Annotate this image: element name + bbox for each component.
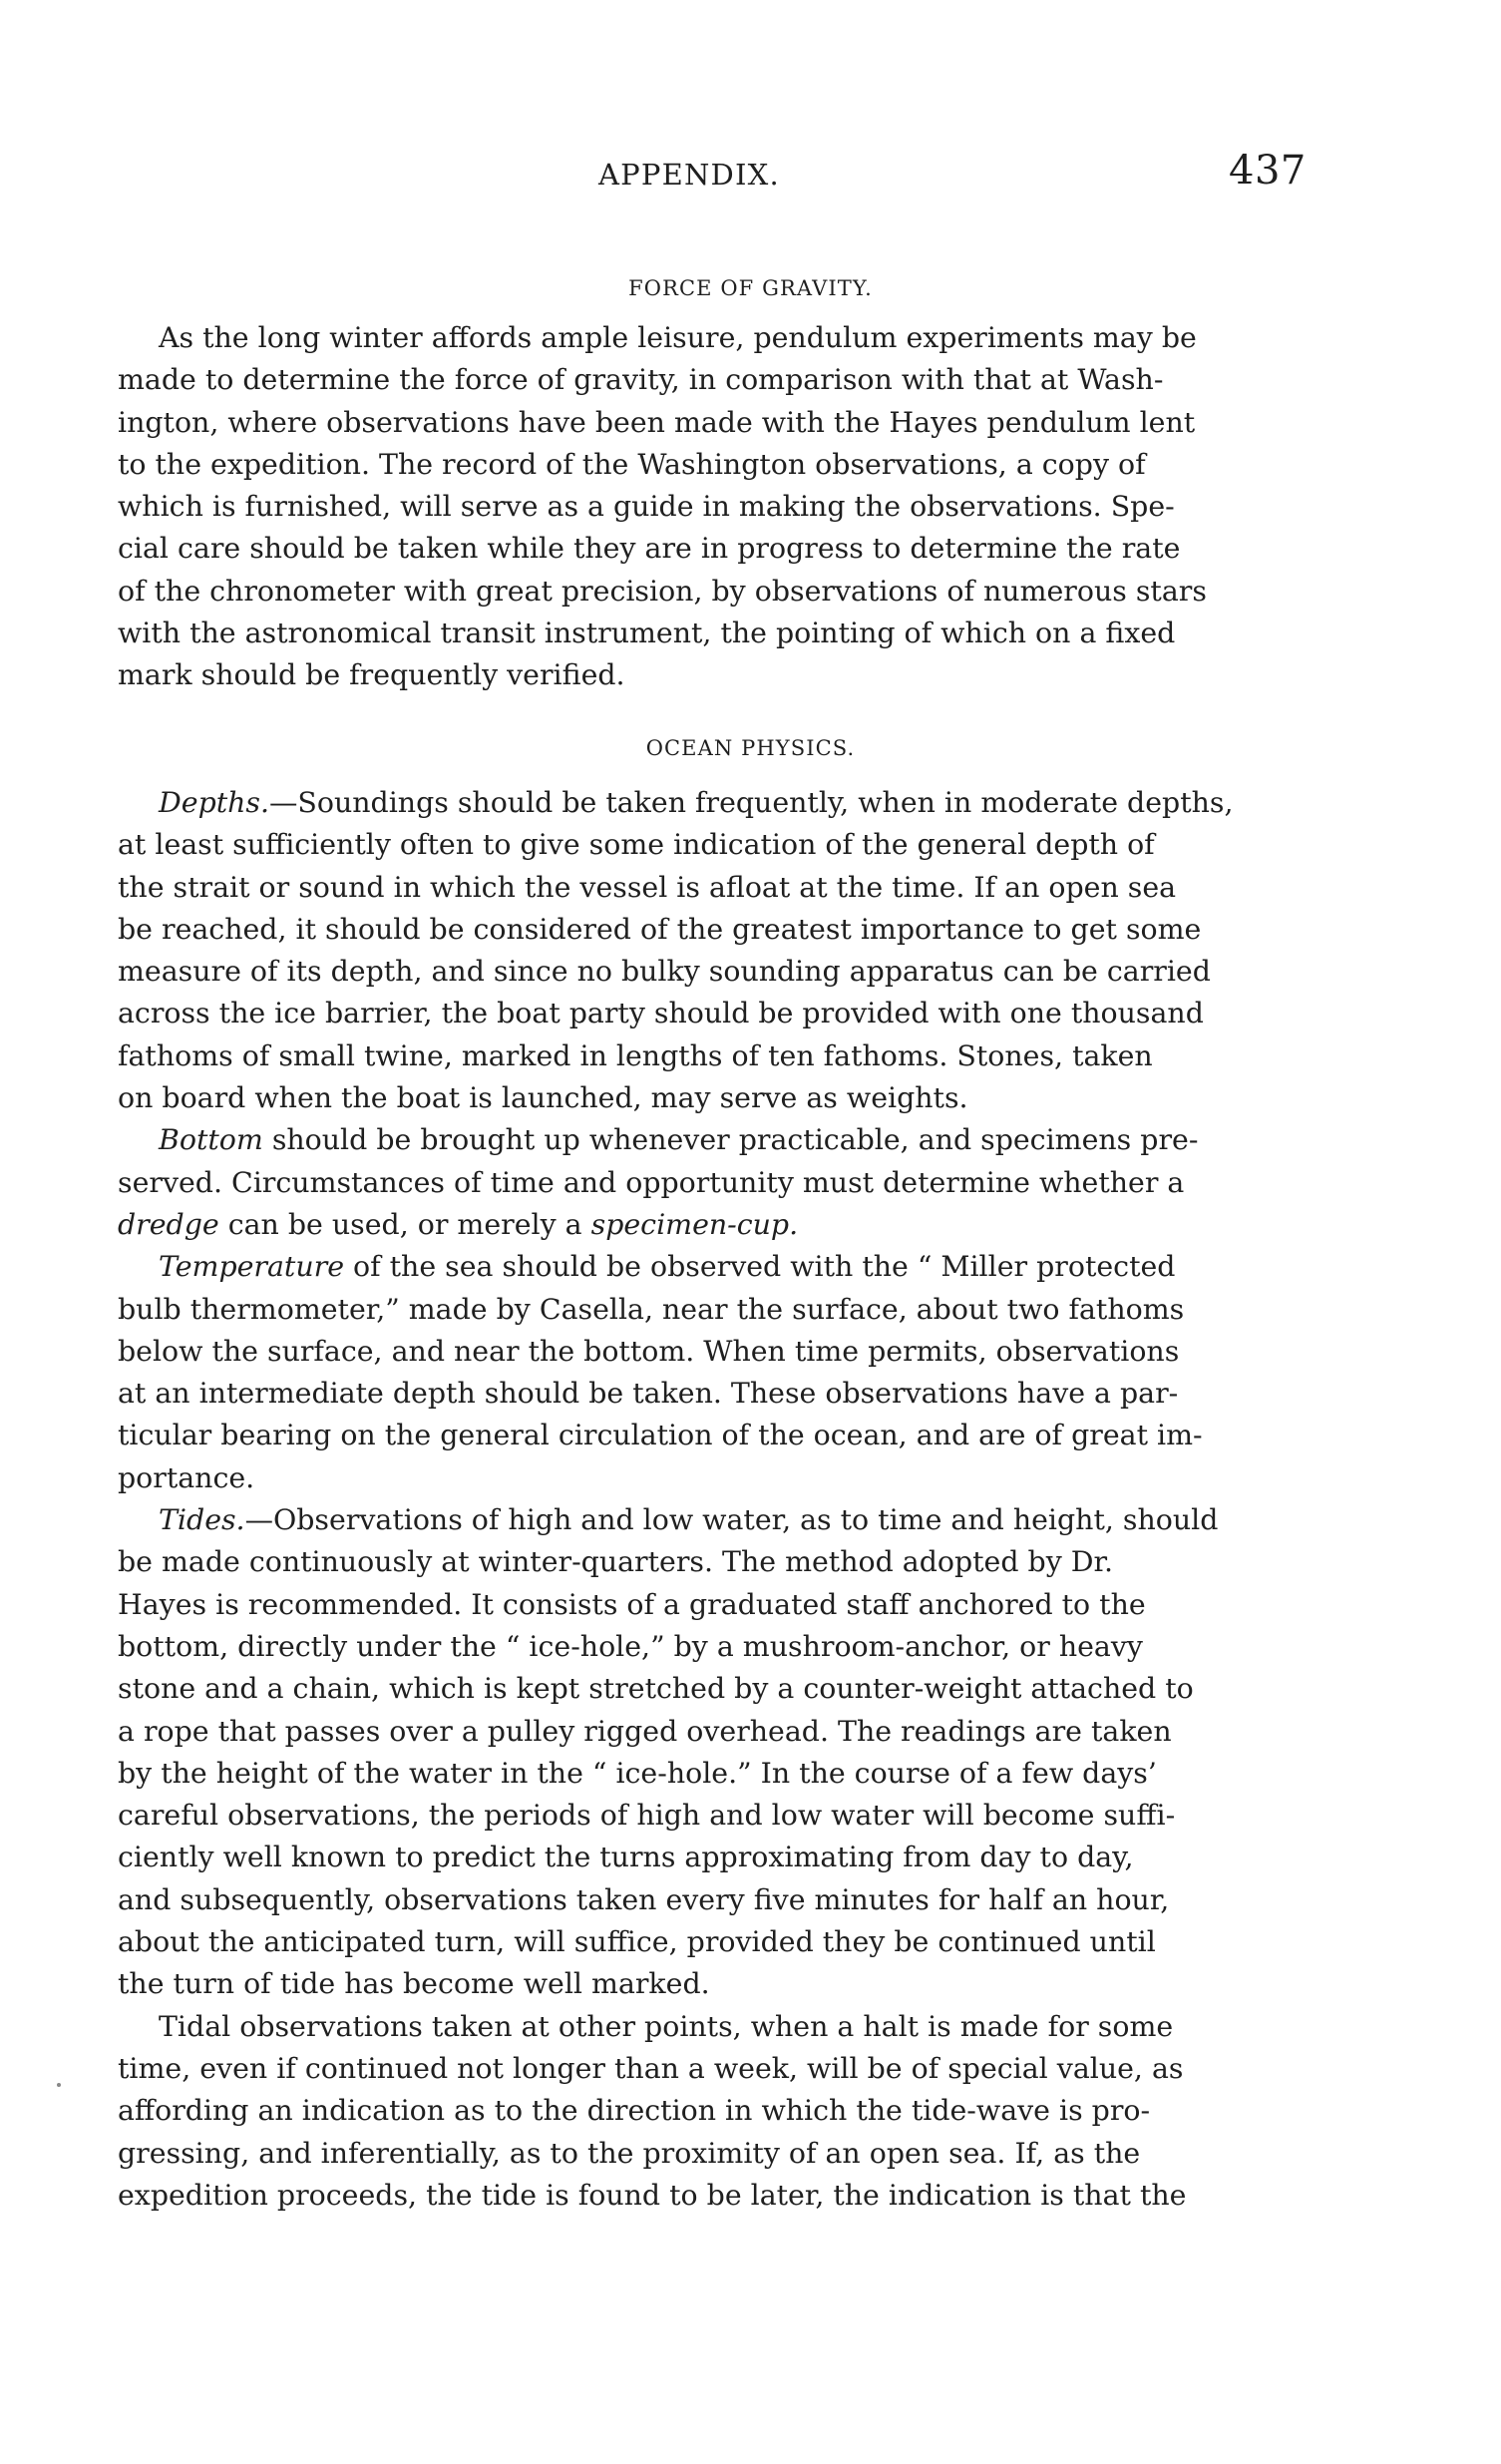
text-line: time, even if continued not longer than a week, will be of special value, as [118,2051,1184,2085]
specimen-cup-term: specimen-cup. [590,1207,799,1241]
text-line: bulb thermometer,” made by Casella, near the surface, about two fathoms [118,1292,1185,1326]
text-line: of the chronometer with great precision, by observations of numerous stars [118,574,1207,608]
text-line: stone and a chain, which is kept stretched by a counter-weight attached to [118,1672,1194,1706]
text-line: gressing, and inferentially, as to the proximity of an open sea. If, as the [118,2136,1141,2170]
text-line: bottom, directly under the “ ice-hole,” by a mushroom-anchor, or heavy [118,1629,1143,1663]
dredge-term: dredge [118,1207,219,1241]
text-line: Hayes is recommended. It consists of a graduated staff anchored to the [118,1587,1146,1621]
bottom-middle-text: can be used, or merely a [218,1207,591,1241]
text-line: measure of its depth, and since no bulky sounding apparatus can be carried [118,955,1211,989]
text-line: about the anticipated turn, will suffice, provided they be continued until [118,1925,1156,1959]
bottom-line [118,1119,1290,1161]
tides-term: Tides. [159,1503,245,1537]
text-line: which is furnished, will serve as a guide in making the observations. Spe- [118,490,1175,524]
depths-text: —Soundings should be taken frequently, when in moderate depths, [269,786,1234,819]
text-line: be reached, it should be considered of the greatest importance to get some [118,912,1202,946]
text-line: cial care should be taken while they are in progress to determine the rate [118,532,1181,566]
tides-line [118,1499,1290,1541]
text-line: on board when the boat is launched, may serve as weights. [118,1081,968,1115]
text-line: and subsequently, observations taken every five minutes for half an hour, [118,1882,1170,1916]
depths-term: Depths. [159,786,270,819]
ocean-physics-text [118,782,1290,2217]
text-line: the strait or sound in which the vessel is afloat at the time. If an open sea [118,870,1177,904]
text-line: ciently well known to predict the turns approximating from day to day, [118,1841,1134,1874]
text-line: to the expedition. The record of the Washington observations, a copy of [118,447,1146,481]
ocean-physics-heading: OCEAN PHYSICS. [645,736,856,760]
text-line: Tidal observations taken at other points, when a halt is made for some [159,2009,1174,2043]
bottom-text: should be brought up whenever practicable, and specimens pre- [262,1123,1199,1157]
text-line: below the surface, and near the bottom. When time permits, observations [118,1334,1180,1368]
depths-line [118,782,1290,824]
margin-mark [57,2083,61,2087]
text-line: fathoms of small twine, marked in lengths of ten fathoms. Stones, taken [118,1038,1153,1072]
text-line: at least sufficiently often to give some indication of the general depth of [118,828,1155,862]
text-line: at an intermediate depth should be taken. These observations have a par- [118,1377,1179,1411]
text-line: made to determine the force of gravity, in comparison with that at Wash- [118,363,1164,397]
text-line: expedition proceeds, the tide is found to be later, the indication is that the [118,2178,1187,2212]
text-line: with the astronomical transit instrument, the pointing of which on a fixed [118,616,1176,650]
text-line: mark should be frequently verified. [118,658,625,692]
text-line: As the long winter affords ample leisure, pendulum experiments may be [159,321,1197,354]
force-of-gravity-heading: FORCE OF GRAVITY. [628,276,873,300]
text-line: the turn of tide has become well marked. [118,1967,710,2001]
running-title: APPENDIX. [598,158,780,192]
text-line: across the ice barrier, the boat party should be provided with one thousand [118,997,1204,1030]
text-line: ticular bearing on the general circulation of the ocean, and are of great im- [118,1419,1203,1452]
force-of-gravity-paragraph [118,317,1290,697]
text-line: be made continuously at winter-quarters. The method adopted by Dr. [118,1545,1114,1579]
bottom-term: Bottom [159,1123,263,1157]
tides-text: —Observations of high and low water, as to time and height, should [244,1503,1219,1537]
bottom-line-three [118,1204,1290,1246]
running-head [0,140,1501,200]
text-line: served. Circumstances of time and opportunity must determine whether a [118,1165,1185,1199]
text-line: a rope that passes over a pulley rigged overhead. The readings are taken [118,1714,1172,1748]
temperature-term: Temperature [159,1250,344,1284]
temperature-line [118,1246,1290,1288]
text-line: careful observations, the periods of high and low water will become suffi- [118,1799,1176,1833]
page-number: 437 [1229,148,1307,194]
text-line: ington, where observations have been made with the Hayes pendulum lent [118,405,1196,439]
text-line: portance. [118,1460,255,1494]
temperature-text: of the sea should be observed with the “ Miller protected [344,1250,1176,1284]
text-line: by the height of the water in the “ ice-hole.” In the course of a few days’ [118,1756,1157,1790]
text-line: affording an indication as to the direction in which the tide-wave is pro- [118,2094,1151,2128]
